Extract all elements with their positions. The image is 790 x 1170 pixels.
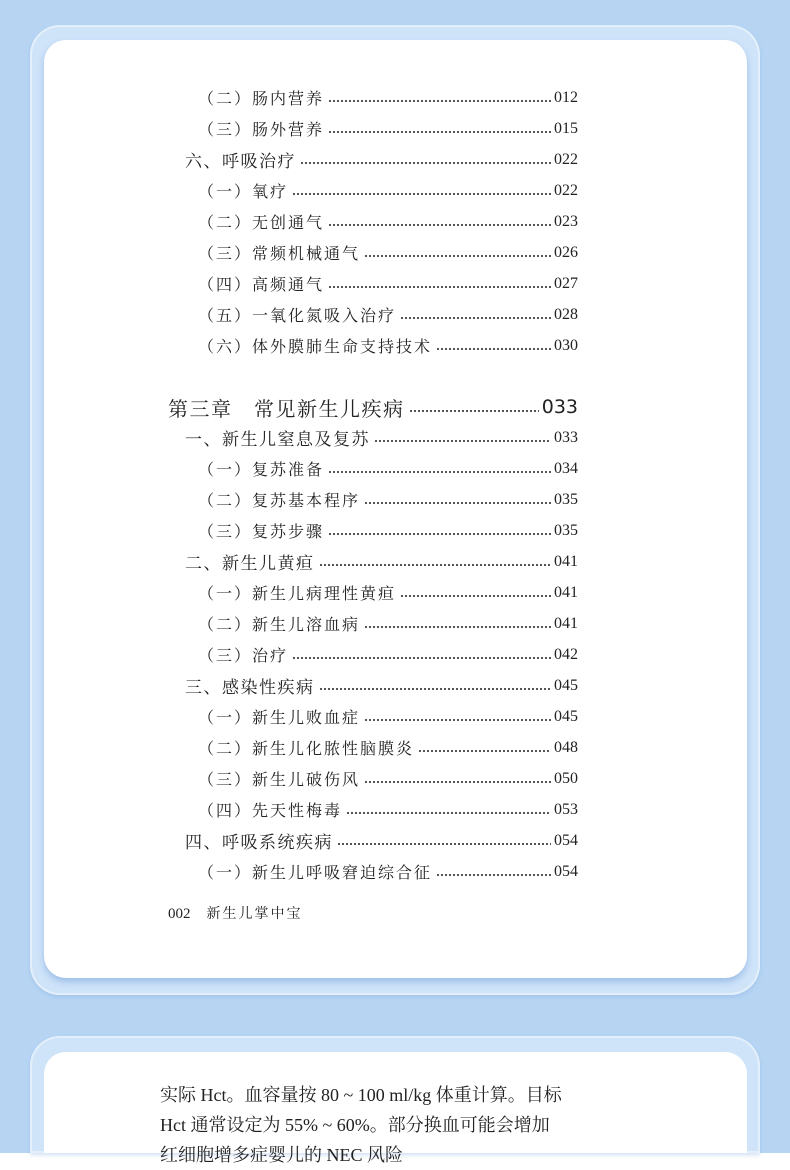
toc-entry [168, 546, 578, 577]
toc-list [168, 82, 578, 887]
toc-entry-title: （三）治疗 [198, 646, 289, 665]
toc-entry-page-number: 041 [554, 552, 578, 570]
toc-entry-title: （三）肠外营养 [198, 120, 325, 139]
page-footer [168, 903, 303, 925]
toc-entry-title: （一）新生儿败血症 [198, 708, 361, 727]
toc-entry-page-number: 050 [554, 769, 578, 787]
toc-entry [168, 701, 578, 732]
toc-entry-title: （五）一氧化氮吸入治疗 [198, 306, 397, 325]
toc-entry-title: （四）高频通气 [198, 275, 325, 294]
toc-entry-page-number: 053 [554, 800, 578, 818]
footer-page-number: 002 [168, 906, 191, 922]
toc-entry-title: （四）先天性梅毒 [198, 801, 343, 820]
toc-entry [168, 794, 578, 825]
toc-entry [168, 82, 578, 113]
toc-entry-page-number: 042 [554, 645, 578, 663]
toc-entry-title: （二）新生儿化脓性脑膜炎 [198, 739, 415, 758]
toc-entry-title: 一、新生儿窒息及复苏 [185, 430, 370, 450]
toc-entry-title: （二）无创通气 [198, 213, 325, 232]
toc-entry-page-number: 054 [554, 862, 578, 880]
toc-entry-page-number: 045 [554, 676, 578, 694]
toc-entry-page-number: 041 [554, 614, 578, 632]
dot-leader [328, 532, 551, 536]
dot-leader [300, 161, 551, 165]
dot-leader [364, 625, 551, 629]
toc-entry-page-number: 045 [554, 707, 578, 725]
dot-leader [418, 749, 551, 753]
toc-entry [168, 268, 578, 299]
toc-entry-page-number: 035 [554, 490, 578, 508]
body-text-line: Hct 通常设定为 55% ~ 60%。部分换血可能会增加 [160, 1115, 550, 1135]
toc-entry [168, 608, 578, 639]
toc-entry [168, 670, 578, 701]
body-text-line: 红细胞增多症婴儿的 NEC 风险 [160, 1145, 403, 1165]
toc-entry [168, 299, 578, 330]
toc-entry-page-number: 022 [554, 150, 578, 168]
toc-entry [168, 422, 578, 453]
toc-entry-title: 六、呼吸治疗 [185, 152, 296, 172]
toc-entry-page-number: 048 [554, 738, 578, 756]
dot-leader [328, 470, 551, 474]
dot-leader [337, 842, 551, 846]
dot-leader [400, 594, 551, 598]
next-page-body-text [160, 1080, 720, 1165]
toc-entry [168, 825, 578, 856]
toc-entry [168, 484, 578, 515]
toc-entry-page-number: 035 [554, 521, 578, 539]
toc-entry-page-number: 028 [554, 305, 578, 323]
toc-entry-title: （一）新生儿呼吸窘迫综合征 [198, 863, 433, 882]
dot-leader [374, 439, 551, 443]
footer-book-title: 新生儿掌中宝 [206, 906, 303, 922]
toc-entry-title: （二）复苏基本程序 [198, 491, 361, 510]
toc-entry [168, 330, 578, 361]
toc-entry [168, 175, 578, 206]
toc-entry-page-number: 015 [554, 119, 578, 137]
dot-leader [400, 316, 551, 320]
body-text-line: 实际 Hct。血容量按 80 ~ 100 ml/kg 体重计算。目标 [160, 1085, 562, 1105]
toc-entry-page-number: 023 [554, 212, 578, 230]
dot-leader [328, 285, 551, 289]
toc-entry-title: 三、感染性疾病 [185, 678, 315, 698]
toc-entry-page-number: 041 [554, 583, 578, 601]
toc-entry [168, 237, 578, 268]
dot-leader [292, 656, 551, 660]
toc-entry-page-number: 012 [554, 88, 578, 106]
toc-entry-title: （六）体外膜肺生命支持技术 [198, 337, 433, 356]
toc-entry [168, 577, 578, 608]
toc-entry-title: （一）复苏准备 [198, 460, 325, 479]
toc-entry [168, 856, 578, 887]
dot-leader [436, 873, 551, 877]
dot-leader [328, 130, 551, 134]
dot-leader [328, 223, 551, 227]
dot-leader [409, 409, 539, 413]
toc-entry [168, 144, 578, 175]
dot-leader [364, 501, 551, 505]
toc-entry-title: （一）氧疗 [198, 182, 289, 201]
dot-leader [346, 811, 551, 815]
toc-chapter-title: 第三章 常见新生儿疾病 [168, 396, 405, 421]
toc-entry-title: 四、呼吸系统疾病 [185, 833, 333, 853]
dot-leader [364, 254, 551, 258]
toc-entry-title: （二）肠内营养 [198, 89, 325, 108]
toc-entry-page-number: 033 [541, 396, 578, 418]
toc-entry-title: （二）新生儿溶血病 [198, 615, 361, 634]
toc-entry-title: （三）复苏步骤 [198, 522, 325, 541]
toc-entry-title: （三）常频机械通气 [198, 244, 361, 263]
toc-entry [168, 763, 578, 794]
toc-entry [168, 639, 578, 670]
dot-leader [364, 780, 551, 784]
toc-entry [168, 732, 578, 763]
toc-entry [168, 515, 578, 546]
toc-entry-page-number: 034 [554, 459, 578, 477]
toc-entry [168, 206, 578, 237]
toc-entry-page-number: 026 [554, 243, 578, 261]
toc-entry-page-number: 027 [554, 274, 578, 292]
toc-entry-page-number: 022 [554, 181, 578, 199]
toc-entry-title: （一）新生儿病理性黄疸 [198, 584, 397, 603]
toc-entry [168, 453, 578, 484]
toc-entry-page-number: 033 [554, 428, 578, 446]
toc-entry-title: （三）新生儿破伤风 [198, 770, 361, 789]
toc-entry-page-number: 054 [554, 831, 578, 849]
dot-leader [319, 687, 552, 691]
toc-entry-page-number: 030 [554, 336, 578, 354]
dot-leader [364, 718, 551, 722]
toc-entry [168, 113, 578, 144]
dot-leader [436, 347, 551, 351]
dot-leader [328, 99, 551, 103]
toc-entry-title: 二、新生儿黄疸 [185, 554, 315, 574]
dot-leader [292, 192, 551, 196]
dot-leader [319, 563, 552, 567]
toc-chapter-entry [168, 392, 578, 422]
